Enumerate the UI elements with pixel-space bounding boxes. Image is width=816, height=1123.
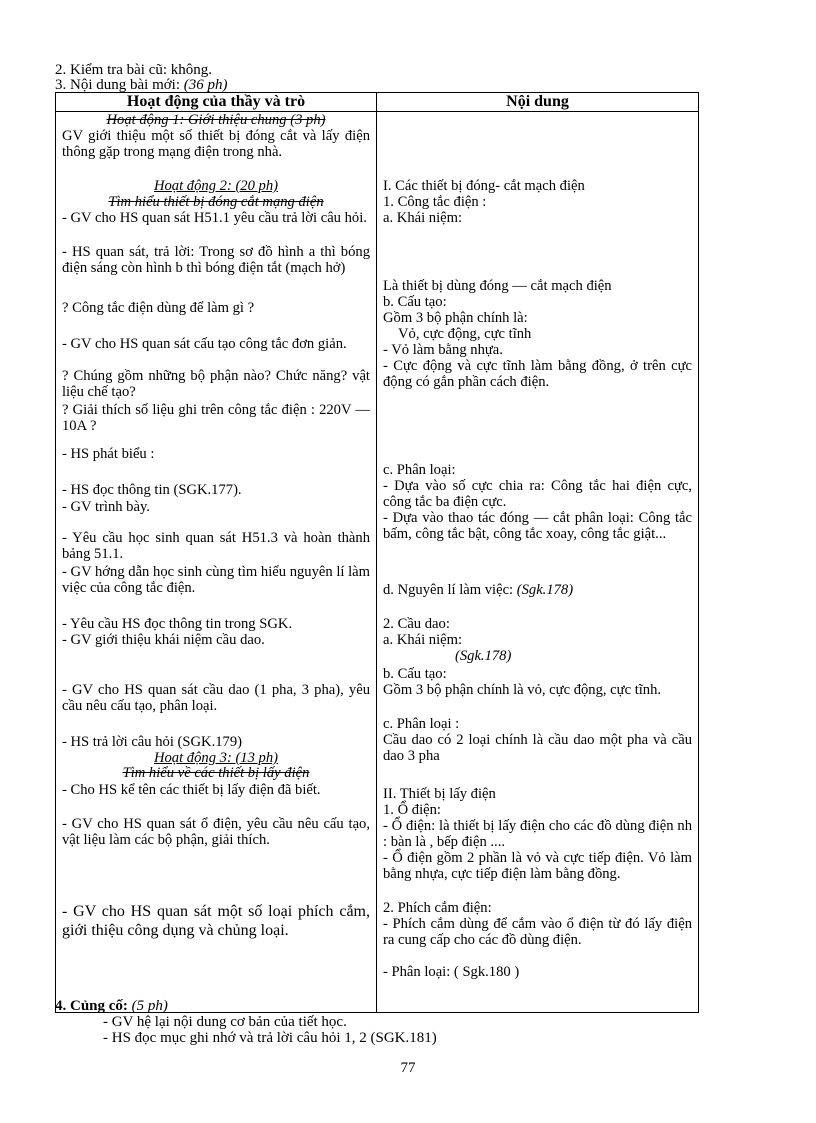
col-header-content: Nội dung: [377, 93, 699, 112]
left-text: - GV hớng dẫn học sinh cùng tìm hiểu nguyên lí làm việc của công tắc điện.: [62, 564, 370, 597]
left-text: ? Công tắc điện dùng để làm gì ?: [62, 300, 255, 316]
principle-ref: (Sgk.178): [516, 582, 574, 598]
left-text: - Yêu cầu HS đọc thông tin trong SGK.: [62, 616, 293, 632]
right-heading: I. Các thiết bị đóng- cắt mạch điện: [383, 178, 585, 194]
left-text: - GV cho HS quan sát ổ điện, yêu cầu nêu cấu tạo, vật liệu làm các bộ phận, giải thích.: [62, 816, 370, 849]
right-text: - Dựa vào thao tác đóng — cắt phân loại: Công tắc bấm, công tắc bật, công tắc xoay, công tắc giật...: [383, 510, 692, 543]
right-text: Gồm 3 bộ phận chính là vỏ, cực động, cực tĩnh.: [383, 682, 662, 698]
right-text: - Phân loại: ( Sgk.180 ): [383, 964, 520, 980]
page-number: 77: [400, 1060, 416, 1076]
left-text: - HS phát biểu :: [62, 446, 155, 462]
right-text: - Ổ điện gồm 2 phần là vỏ và cực tiếp điện. Vỏ làm bằng nhựa, cực tiếp điện làm bằng đồng.: [383, 850, 692, 883]
right-text: - Vỏ làm bằng nhựa.: [383, 342, 503, 358]
left-text: - HS quan sát, trả lời: Trong sơ đồ hình a thì bóng điện sáng còn hình b thì bóng điện tắt (mạch hở): [62, 244, 370, 277]
left-text: - GV giới thiệu khái niệm cầu dao.: [62, 632, 265, 648]
right-text: Vỏ, cực động, cực tĩnh: [398, 326, 532, 342]
left-text: GV giới thiệu một số thiết bị đóng cắt và lấy điện thông gặp trong mạng điện trong nhà.: [62, 128, 370, 161]
left-text: - GV cho HS quan sát một số loại phích cắm, giới thiệu công dụng và chủng loại.: [62, 903, 370, 939]
right-heading: II. Thiết bị lấy điện: [383, 786, 496, 802]
left-text: - HS đọc thông tin (SGK.177).: [62, 482, 242, 498]
section-4-label: 4. Củng cố:: [55, 998, 132, 1014]
activity-3-title: Hoạt động 3: (13 ph): [153, 750, 279, 766]
left-text: ? Chúng gồm những bộ phận nào? Chức năng? vật liệu chế tạo?: [62, 368, 370, 401]
right-text: c. Phân loại:: [383, 462, 456, 478]
right-text: 2. Phích cắm điện:: [383, 900, 492, 916]
right-text: 1. Công tắc điện :: [383, 194, 487, 210]
left-text: - Yêu cầu học sinh quan sát H51.3 và hoàn thành bảng 51.1.: [62, 530, 370, 563]
right-text: c. Phân loại :: [383, 716, 460, 732]
section-3-time: (36 ph): [183, 77, 228, 93]
activity-1-title: Hoạt động 1: Giới thiệu chung (3 ph): [106, 112, 326, 128]
right-text: [383, 582, 692, 598]
right-text: a. Khái niệm:: [383, 210, 463, 226]
review-item-2: - HS đọc mục ghi nhớ và trả lời câu hỏi 1, 2 (SGK.181): [103, 1030, 437, 1046]
principle-label: d. Nguyên lí làm việc:: [383, 582, 517, 598]
right-text: - Ổ điện: là thiết bị lấy điện cho các đồ dùng điện nh : bàn là , bếp điện ....: [383, 818, 692, 851]
section-3-heading: [55, 77, 228, 93]
section-4-time: (5 ph): [131, 998, 168, 1014]
section-3-label: 3. Nội dung bài mới:: [55, 77, 184, 93]
left-text: - HS trả lời câu hỏi (SGK.179): [62, 734, 242, 750]
right-text: b. Cấu tạo:: [383, 294, 447, 310]
activity-3-subtitle: Tìm hiểu về các thiết bị lấy điện: [122, 765, 310, 781]
activities-column: [56, 112, 377, 1013]
right-text: (Sgk.178): [455, 648, 512, 664]
section-2-heading: 2. Kiểm tra bài cũ: không.: [55, 62, 213, 78]
right-text: - Dựa vào số cực chia ra: Công tắc hai điện cực, công tắc ba điện cực.: [383, 478, 692, 511]
activity-2-subtitle: Tìm hiểu thiết bị đóng cắt mạng điện: [108, 194, 324, 210]
content-column: [377, 112, 699, 1013]
right-text: Gồm 3 bộ phận chính là:: [383, 310, 528, 326]
col-header-activities: Hoạt động của thầy và trò: [56, 93, 377, 112]
review-item-1: - GV hệ lại nội dung cơ bản của tiết học.: [103, 1014, 347, 1030]
left-text: - GV trình bày.: [62, 499, 150, 515]
left-text: - GV cho HS quan sát cầu dao (1 pha, 3 pha), yêu cầu nêu cấu tạo, phân loại.: [62, 682, 370, 715]
right-text: - Cực động và cực tĩnh làm bằng đồng, ở trên cực động có gắn phần cách điện.: [383, 358, 692, 391]
right-text: - Phích cắm dùng để cắm vào ổ điện từ đó lấy điện ra cung cấp cho các đồ dùng điện.: [383, 916, 692, 949]
right-text: Cầu dao có 2 loại chính là cầu dao một pha và cầu dao 3 pha: [383, 732, 692, 765]
right-text: b. Cấu tạo:: [383, 666, 447, 682]
activity-2-title: Hoạt động 2: (20 ph): [153, 178, 279, 194]
right-text: a. Khái niệm:: [383, 632, 463, 648]
right-text: Là thiết bị dùng đóng — cắt mạch điện: [383, 278, 612, 294]
right-text: 2. Cầu dao:: [383, 616, 450, 632]
left-text: ? Giải thích số liệu ghi trên công tắc điện : 220V — 10A ?: [62, 402, 370, 435]
lesson-table: [55, 92, 699, 1013]
left-text: - GV cho HS quan sát H51.1 yêu cầu trả lời câu hỏi.: [62, 210, 367, 226]
left-text: - Cho HS kể tên các thiết bị lấy điện đã biết.: [62, 782, 321, 798]
right-text: 1. Ổ điện:: [383, 802, 441, 818]
section-4-heading: [55, 998, 168, 1014]
left-text: - GV cho HS quan sát cấu tạo công tắc đơn giản.: [62, 336, 347, 352]
